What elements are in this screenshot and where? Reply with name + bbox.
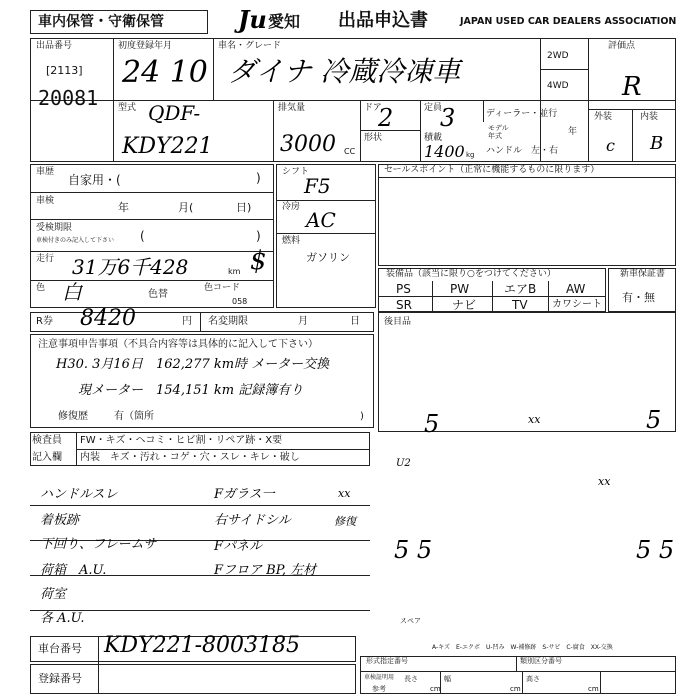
sales-point-box	[378, 164, 676, 266]
remark-right-4: Fフロア BP, 左材	[214, 563, 317, 578]
name-grade-label: 車名・グレード	[218, 41, 282, 51]
remark-left-2: 着板跡	[40, 513, 80, 528]
notes-line1: H30. 3月16日 162,277 km時 メーター交換	[56, 357, 330, 372]
inspector-label-1: 検査員	[32, 435, 62, 446]
first-reg-value: 24 10	[122, 55, 208, 90]
day-label: 日	[350, 316, 360, 327]
shift-label: シフト	[282, 167, 310, 177]
name-grade-value: ダイナ 冷蔵冷凍車	[228, 55, 461, 88]
warranty-value: 有・無	[622, 291, 655, 304]
remark-right-note: 修復	[334, 515, 356, 528]
org-name: 愛知	[268, 12, 301, 31]
mark-rear-right: 5 5	[636, 536, 675, 564]
equip-aw: AW	[566, 282, 586, 296]
inspection-label: 車検	[36, 196, 55, 206]
equipment-label: 装備品（該当に限り○をつけてください）	[386, 269, 556, 279]
equip-tv: TV	[512, 298, 528, 312]
remark-right-3: Fパネル	[214, 539, 263, 554]
remark-right-2: 右サイドシル	[214, 513, 291, 528]
load-label: 積載	[424, 133, 443, 143]
score-value: R	[622, 72, 642, 102]
repair-label: 修復歴	[58, 411, 88, 422]
form-title: 出品申込書	[338, 10, 428, 31]
inspection-cat-value: 自家用・(	[68, 173, 121, 187]
inspector-label-2: 記入欄	[32, 452, 62, 463]
ju-logo: Ju	[238, 5, 267, 34]
ac-label: 冷房	[282, 202, 301, 212]
doors-value: 2	[378, 104, 394, 132]
length-label: 長さ	[404, 675, 418, 683]
equip-airbag: エアB	[504, 282, 537, 296]
equip-navi: ナビ	[452, 298, 477, 312]
int-label: 内装	[640, 112, 659, 122]
vehicle-cert-label: 車検証明用	[364, 674, 395, 681]
color-value: 白	[62, 280, 82, 304]
equip-pw: PW	[450, 282, 470, 296]
warranty-label: 新車保証書	[620, 269, 666, 279]
model-value-2: KDY221	[122, 134, 213, 159]
color-label: 色	[36, 283, 46, 293]
remark-left-4: 荷箱 A.U.	[40, 563, 107, 578]
mark-rear-left: 5 5	[394, 536, 433, 564]
year-label: 年式	[488, 132, 502, 140]
mileage-unit: km	[228, 267, 241, 276]
diagram-legend: A-キズ E-エクボ U-凹み W-補修跡 S-サビ C-腐食 XX-交換	[432, 644, 613, 651]
inspector-row2: 内装 キズ・汚れ・コゲ・穴・スレ・キレ・破し	[80, 452, 300, 463]
equip-leather: カワシート	[552, 299, 602, 310]
month-label: 月	[298, 316, 308, 327]
model-label: 型式	[118, 103, 137, 113]
int-value: B	[650, 133, 664, 154]
height-label: 高さ	[526, 675, 540, 683]
fuel-label: 燃料	[282, 236, 301, 246]
notes-line2: 現メーター 154,151 km 記録簿有り	[78, 383, 304, 398]
sales-point-label: セールスポイント（正常に機能するものに限ります）	[384, 165, 600, 175]
fuel-value: ガソリン	[306, 251, 350, 264]
capacity-value: 3	[440, 104, 456, 132]
mark-side: xx	[598, 475, 611, 488]
storage-label: 車内保管・守衛保管	[38, 14, 164, 30]
displacement-label: 排気量	[278, 103, 306, 113]
notes-label: 注意事項申告事項（不具合内容等は具体的に記入して下さい）	[38, 339, 318, 350]
inspection-days: 日)	[236, 201, 252, 214]
color-code-value: 058	[232, 297, 248, 306]
chassis-value: KDY221-8003185	[104, 633, 301, 658]
name-change-label: 名変期限	[208, 316, 248, 327]
mark-front-right: 5	[646, 406, 662, 434]
recolor-label: 色替	[148, 289, 168, 300]
width-label: 幅	[444, 675, 451, 683]
r-value: 8420	[80, 306, 136, 331]
remark-left-5: 荷室	[40, 587, 67, 602]
category-label: 類別区分番号	[520, 657, 562, 665]
shape-label: 形状	[364, 133, 383, 143]
year-unit: 年	[568, 127, 578, 137]
load-value: 1400	[424, 142, 465, 161]
repair-value: 有（箇所	[114, 411, 154, 422]
chassis-label: 車台番号	[38, 642, 82, 655]
model-year-label: モデル	[488, 124, 509, 132]
mileage-label: 走行	[36, 254, 55, 264]
doors-label: ドア	[364, 103, 382, 113]
mark-u2: U2	[396, 458, 411, 469]
shift-value: F5	[304, 174, 331, 198]
remark-left-6: 各 A.U.	[40, 611, 85, 626]
mileage-value: 31万6千428	[72, 255, 189, 279]
displacement-unit: CC	[344, 147, 356, 156]
lot-label: 出品番号	[36, 41, 73, 51]
lot-bracket: [2113]	[46, 64, 83, 77]
spare-label: スペア	[400, 617, 421, 625]
transfer-note: 車検付きのみ記入して下さい	[36, 237, 115, 244]
equip-sr: SR	[396, 298, 412, 312]
load-unit: kg	[466, 151, 475, 159]
length-cm: cm	[430, 685, 441, 693]
inspection-cat-label: 車歴	[36, 167, 55, 177]
remark-right-mark: xx	[338, 487, 351, 500]
mark-cab: xx	[528, 413, 541, 426]
width-cm: cm	[510, 685, 521, 693]
back-label: 後目品	[384, 317, 412, 327]
dealer-label: ディーラー・並行	[486, 109, 558, 119]
mark-front-left: 5	[424, 410, 440, 438]
transfer-label: 受検期限	[36, 223, 73, 233]
reg-label: 登録番号	[38, 672, 82, 685]
ext-value: c	[606, 136, 615, 155]
displacement-value: 3000	[280, 132, 336, 157]
inspection-month: 月(	[178, 201, 194, 214]
english-title: JAPAN USED CAR DEALERS ASSOCIATION	[460, 16, 677, 27]
r-unit: 円	[182, 316, 192, 327]
inspector-row1: FW・キズ・ヘコミ・ヒビ割・リペア跡・X要	[80, 435, 283, 446]
model-value-1: QDF-	[148, 101, 201, 125]
handle-label: ハンドル 左・右	[486, 146, 559, 156]
score-label: 評価点	[608, 41, 636, 51]
equip-ps: PS	[396, 282, 411, 296]
first-reg-label: 初度登録年月	[118, 41, 173, 51]
capacity-label: 定員	[424, 103, 443, 113]
ac-value: AC	[306, 208, 336, 232]
lot-number: 20081	[38, 86, 99, 110]
drive-4wd: 4WD	[547, 81, 569, 91]
remark-left-3: 下回り、フレームサ	[40, 537, 157, 552]
color-code-label: 色コード	[204, 283, 241, 293]
drive-2wd: 2WD	[547, 51, 569, 61]
ext-label: 外装	[594, 112, 613, 122]
ref-label: 参考	[372, 685, 386, 693]
r-label: R券	[36, 316, 53, 327]
height-cm: cm	[588, 685, 599, 693]
shape-cert-label: 形式指定番号	[366, 657, 408, 665]
remark-left-1: ハンドルスレ	[40, 487, 118, 502]
remark-right-1: Fガラス一	[214, 487, 275, 502]
inspection-year: 年	[118, 201, 129, 214]
